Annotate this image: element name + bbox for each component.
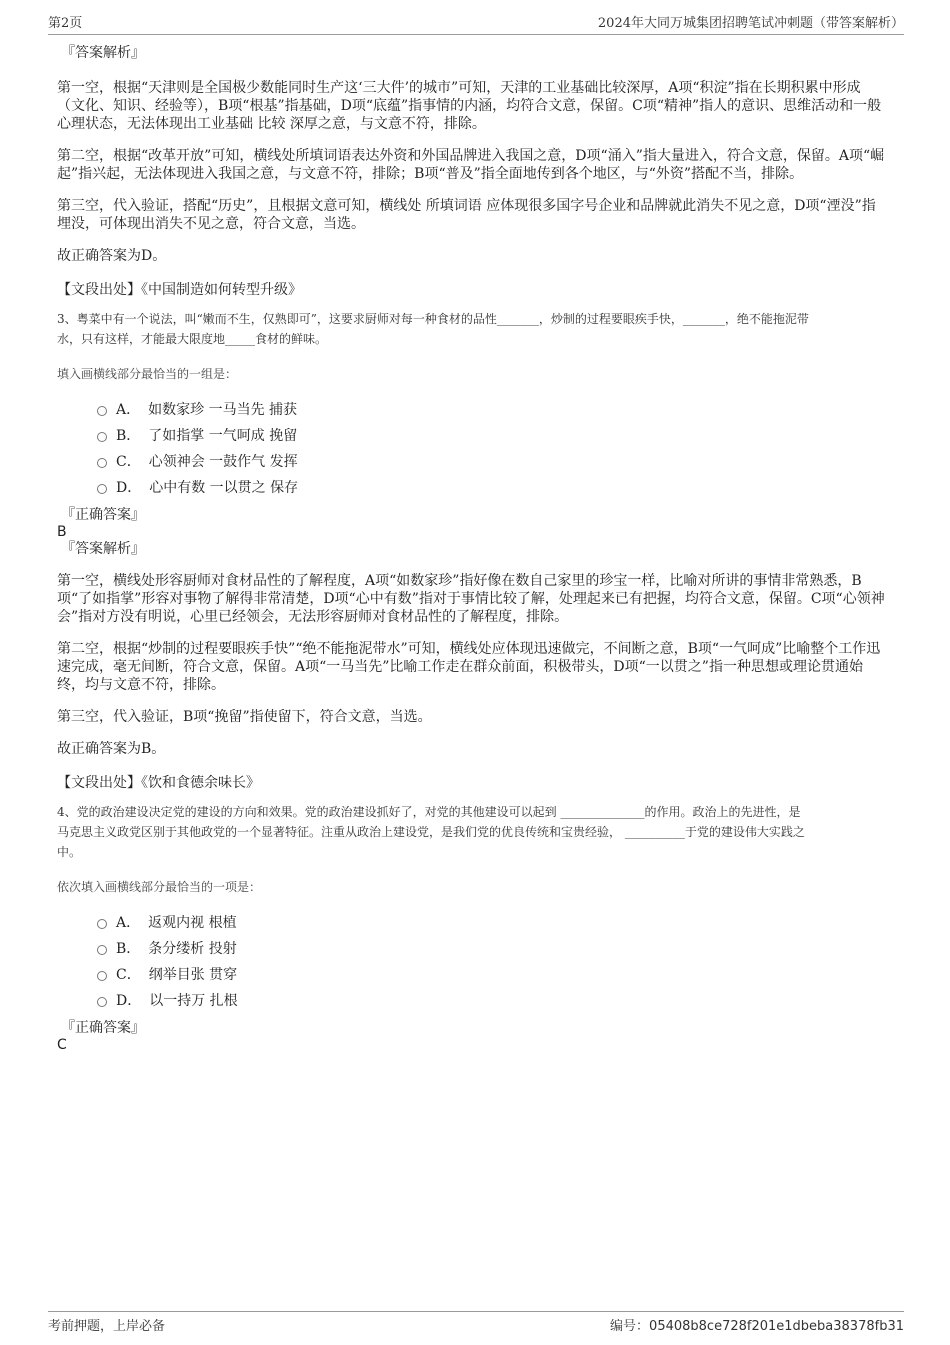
option-a[interactable]: [97, 396, 888, 422]
option-letter: C．: [116, 967, 141, 983]
correct-answer-label: 『正确答案』: [61, 1020, 145, 1036]
analysis-label: 『答案解析』: [61, 45, 145, 61]
option-text: 心领神会 一鼓作气 发挥: [148, 454, 298, 470]
document-body: [57, 44, 888, 1053]
footer-slogan: 考前押题，上岸必备: [48, 1319, 166, 1334]
option-letter: B．: [116, 941, 141, 957]
option-text: 纲举目张 贯穿: [148, 967, 238, 983]
option-text: 如数家珍 一马当先 捕获: [148, 402, 298, 418]
analysis-paragraph-1: 第一空，横线处形容厨师对食材品性的了解程度，A项“如数家珍”指好像在数自己家里的珍宝一样，比喻对所讲的事情非常熟悉，B项“了如指掌”形容对事物了解得非常清楚，D项“心中有数”指对于事情比较了解，处理起来已有把握，均符合文意，保留。C项“心领神会”指对方没有明说，心里已经领会，无法形容厨师对食材品性的了解程度，排除。: [57, 573, 885, 625]
option-letter: D．: [116, 993, 142, 1009]
correct-answer: B: [57, 524, 67, 540]
source-citation: 【文段出处】《中国制造如何转型升级》: [57, 282, 302, 298]
question-text-line: 马克思主义政党区别于其他政党的一个显著特征。注重从政治上建设党，是我们党的优良传统和宝贵经验， __________于党的建设伟大实践之: [57, 825, 805, 839]
option-letter: C．: [116, 454, 141, 470]
radio-button[interactable]: [97, 406, 107, 416]
option-b[interactable]: [97, 935, 888, 961]
radio-button[interactable]: [97, 997, 107, 1007]
question-text-line: 中。: [57, 845, 82, 859]
option-text: 条分缕析 投射: [148, 941, 237, 957]
option-c[interactable]: [97, 961, 888, 987]
analysis-label: 『答案解析』: [61, 541, 145, 557]
analysis-conclusion: 故正确答案为D。: [57, 248, 167, 264]
option-letter: B．: [116, 428, 141, 444]
question-4: [57, 802, 888, 1053]
page-footer: [48, 1311, 904, 1334]
option-letter: A．: [116, 915, 141, 931]
analysis-conclusion: 故正确答案为B。: [57, 741, 166, 757]
question-text-line: 4、党的政治建设决定党的建设的方向和效果。党的政治建设抓好了，对党的其他建设可以起到 ______________的作用。政治上的先进性，是: [57, 805, 801, 819]
radio-button[interactable]: [97, 458, 107, 468]
radio-button[interactable]: [97, 945, 107, 955]
question-3: [57, 309, 888, 792]
analysis-paragraph-3: 第三空，代入验证，搭配“历史”，且根据文意可知，横线处 所填词语 应体现很多国字号企业和品牌就此消失不见之意，D项“湮没”指埋没，可体现出消失不见之意，符合文意，当选。: [57, 198, 876, 232]
option-letter: A．: [116, 402, 141, 418]
question-prompt: 依次填入画横线部分最恰当的一项是：: [57, 880, 262, 894]
radio-button[interactable]: [97, 919, 107, 929]
analysis-paragraph-3: 第三空，代入验证，B项“挽留”指使留下，符合文意，当选。: [57, 709, 432, 725]
radio-button[interactable]: [97, 432, 107, 442]
question-prompt: 填入画横线部分最恰当的一组是：: [57, 367, 238, 381]
analysis-paragraph-1: 第一空，根据“天津则是全国极少数能同时生产这‘三大件’的城市”可知，天津的工业基础比较深厚，A项“积淀”指在长期积累中形成（文化、知识、经验等），B项“根基”指基础，D项“底蕴”指事情的内涵，均符合文意，保留。C项“精神”指人的意识、思维活动和一般心理状态，无法体现出工业基础 比较 深厚之意，与文意不符，排除。: [57, 80, 882, 132]
analysis-paragraph-2: 第二空，根据“炒制的过程要眼疾手快”“绝不能拖泥带水”可知，横线处应体现迅速做完，不间断之意，B项“一气呵成”比喻整个工作迅速完成，毫无间断，符合文意，保留。A项“一马当先”比喻工作走在群众前面，积极带头，D项“一以贯之”指一种思想或理论贯通始终，均与文意不符，排除。: [57, 641, 881, 693]
option-text: 以一持万 扎根: [149, 993, 238, 1009]
document-title: 2024年大同万城集团招聘笔试冲刺题（带答案解析）: [597, 16, 904, 31]
question-text-line: 水，只有这样，才能最大限度地_____食材的鲜味。: [57, 332, 328, 346]
source-citation: 【文段出处】《饮和食德余味长》: [57, 775, 260, 791]
option-d[interactable]: [97, 474, 888, 500]
correct-answer: C: [57, 1037, 67, 1053]
options-list: [57, 909, 888, 1013]
option-d[interactable]: [97, 987, 888, 1013]
option-text: 心中有数 一以贯之 保存: [149, 480, 299, 496]
option-text: 了如指掌 一气呵成 挽留: [148, 428, 298, 444]
page-header: [48, 12, 904, 35]
question-text-line: 3、粤菜中有一个说法，叫“嫩而不生，仅熟即可”，这要求厨师对每一种食材的品性_______，炒制的过程要眼疾手快，_______，绝不能拖泥带: [57, 312, 809, 326]
option-b[interactable]: [97, 422, 888, 448]
options-list: [57, 396, 888, 500]
correct-answer-label: 『正确答案』: [61, 507, 145, 523]
option-text: 返观内视 根植: [148, 915, 237, 931]
option-c[interactable]: [97, 448, 888, 474]
option-a[interactable]: [97, 909, 888, 935]
page-number: 第2页: [48, 16, 83, 31]
radio-button[interactable]: [97, 484, 107, 494]
document-id: 编号：05408b8ce728f201e1dbeba38378fb31: [610, 1319, 904, 1334]
analysis-paragraph-2: 第二空，根据“改革开放”可知，横线处所填词语表达外资和外国品牌进入我国之意，D项“涌入”指大量进入，符合文意，保留。A项“崛起”指兴起，无法体现进入我国之意，与文意不符，排除；B项“普及”指全面地传到各个地区，与“外资”搭配不当，排除。: [57, 148, 885, 182]
option-letter: D．: [116, 480, 142, 496]
radio-button[interactable]: [97, 971, 107, 981]
